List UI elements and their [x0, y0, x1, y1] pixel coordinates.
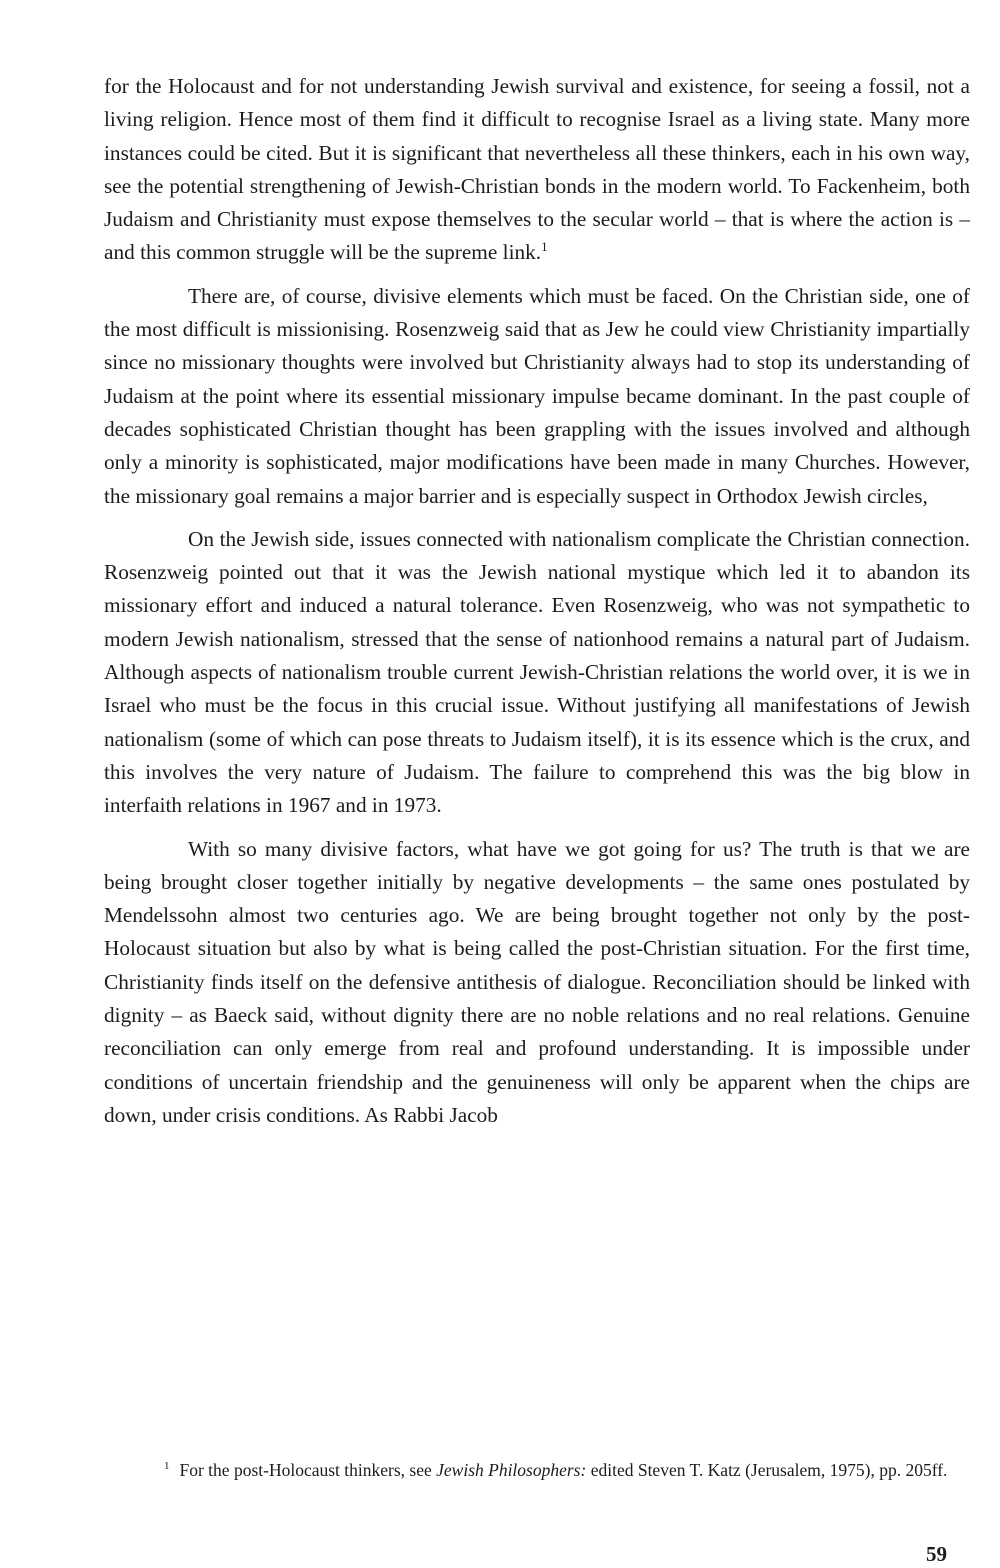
page-body [104, 70, 970, 1132]
footnote-book-title: Jewish Philosophers: [436, 1460, 587, 1480]
paragraph-4: With so many divisive factors, what have we got going for us? The truth is that we are being brought closer together initially by negative developments – the same ones postulated by Mendelssohn almost two centuries ago. We are being brought together not only by the post-Holocaust situation but also by what is being called the post-Christian situation. For the first time, Christianity finds itself on the defensive antithesis of dialogue. Reconciliation should be linked with dignity – as Baeck said, without dignity there are no noble relations and no real relations. Genuine reconciliation can only emerge from real and profound understanding. It is impossible under conditions of uncertain friendship and the genuineness will only be apparent when the chips are down, under crisis conditions. As Rabbi Jacob [104, 836, 970, 1127]
footnote-marker: 1 [164, 1460, 170, 1473]
paragraph-1-text: for the Holocaust and for not understanding Jewish survival and existence, for seeing a fossil, not a living religion. Hence most of them find it difficult to recognise Israel as a living state. Many more instances could be cited. But it is significant that nevertheless all these thinkers, each in his own way, see the potential strengthening of Jewish-Christian bonds in the modern world. To Fackenheim, both Judaism and Christianity must expose themselves to the secular world – that is where the action is – and this common struggle will be the supreme link. [104, 74, 970, 265]
footnote-text [104, 1456, 968, 1484]
footnote-text-before: For the post-Holocaust thinkers, see [179, 1460, 437, 1480]
paragraph-1 [104, 70, 970, 270]
footnote [104, 1456, 968, 1484]
paragraph-2: There are, of course, divisive elements which must be faced. On the Christian side, one of the most difficult is missionising. Rosenzweig said that as Jew he could view Christianity impartially since no missionary thoughts were involved but Christianity always had to stop its understanding of Judaism at the point where its essential missionary impulse became dominant. In the past couple of decades sophisticated Christian thought has been grappling with the issues involved and although only a minority is sophisticated, major modifications have been made in many Churches. However, the missionary goal remains a major barrier and is especially suspect in Orthodox Jewish circles, [104, 283, 970, 508]
footnote-text-after: edited Steven T. Katz (Jerusalem, 1975), pp. 205ff. [586, 1460, 948, 1480]
page-number: 59 [926, 1542, 947, 1566]
paragraph-3: On the Jewish side, issues connected with nationalism complicate the Christian connection. Rosenzweig pointed out that it was the Jewish national mystique which led it to abandon its missionary effort and induced a natural tolerance. Even Rosenzweig, who was not sympathetic to modern Jewish nationalism, stressed that the sense of nationhood remains a natural part of Judaism. Although aspects of nationalism trouble current Jewish-Christian relations the world over, it is we in Israel who must be the focus in this crucial issue. Without justifying all manifestations of Jewish nationalism (some of which can pose threats to Judaism itself), it is its essence which is the crux, and this involves the very nature of Judaism. The failure to comprehend this was the big blow in interfaith relations in 1967 and in 1973. [104, 526, 970, 818]
footnote-reference[interactable]: 1 [541, 239, 548, 255]
